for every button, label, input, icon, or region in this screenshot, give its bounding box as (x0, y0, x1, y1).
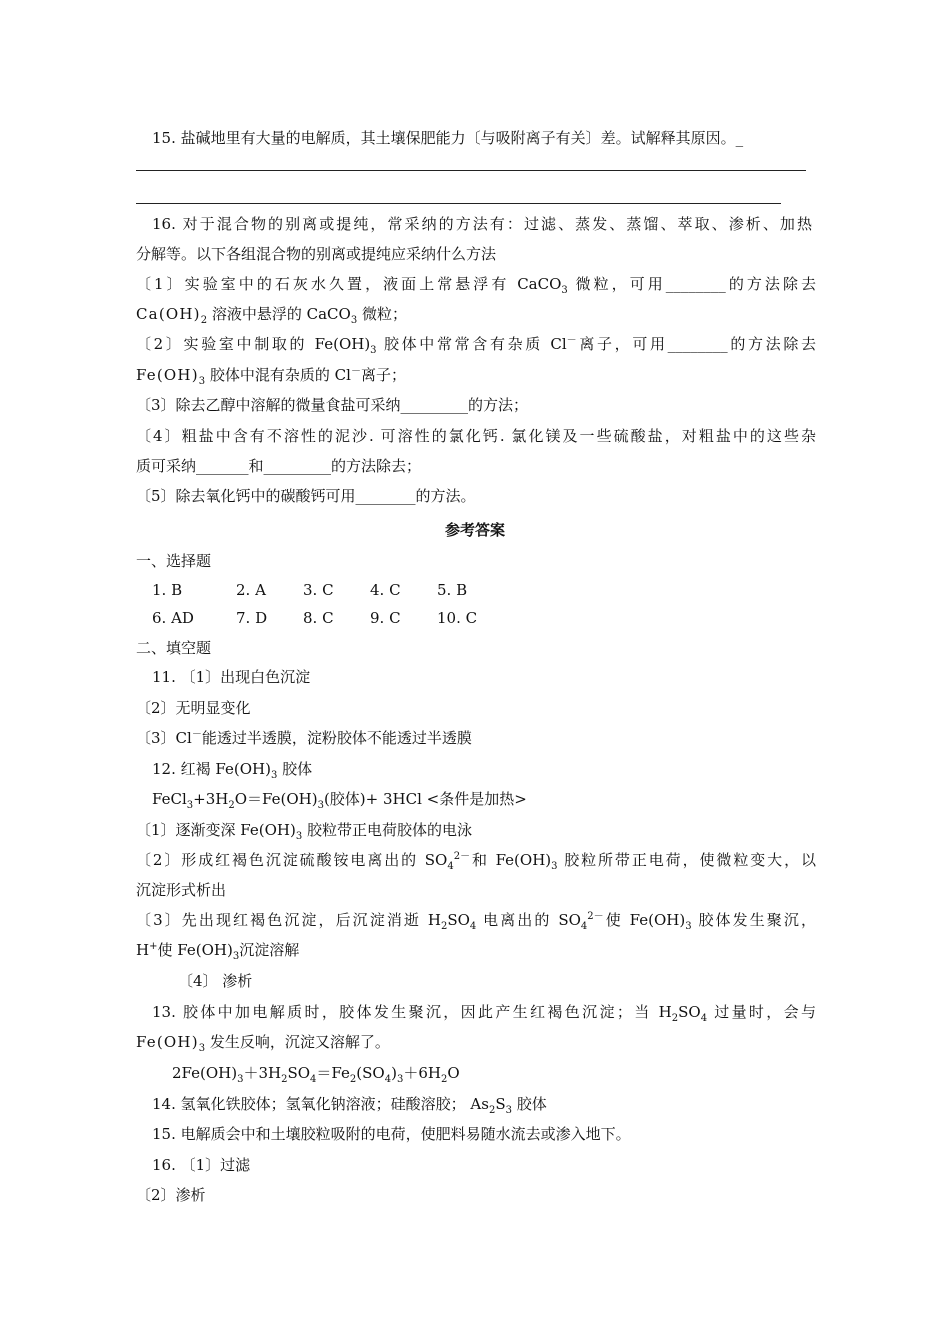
answer-12-2: 〔2〕形成红褐色沉淀硫酸铵电离出的 $SO_4^{2-}$和 $Fe(OH)_3$ 胶粒所带正电荷，使微粒变大，以 (136, 851, 816, 872)
question-15: 15. 盐碱地里有大量的电解质，其土壤保肥能力〔与吸附离子有关〕差。试解释其原因。_ (152, 129, 744, 147)
section-fill-in: 二、填空题 (136, 639, 212, 657)
mc-answer: 5. B (437, 581, 468, 599)
answer-12-3-cont: H+使 $Fe(OH)_3$沉淀溶解 (136, 941, 300, 962)
question-16-part-2: 〔2〕实验室中制取的 $Fe(OH)_3$ 胶体中常常含有杂质 Cl－离子，可用________的方法除去 (136, 335, 816, 356)
mc-answer: 10. C (437, 609, 478, 627)
answer-13-cont: $Fe(OH)_3$ 发生反响，沉淀又溶解了。 (136, 1033, 390, 1054)
question-16-intro-cont: 分解等。以下各组混合物的别离或提纯应采纳什么方法 (136, 245, 497, 263)
question-16-intro: 16. 对于混合物的别离或提纯，常采纳的方法有：过滤、蒸发、蒸馏、萃取、渗析、加热 (152, 215, 812, 233)
answer-13: 13. 胶体中加电解质时，胶体发生聚沉，因此产生红褐色沉淀；当 $H_2SO_4$ 过量时，会与 (152, 1003, 816, 1024)
equation-12: $FeCl_3+3H_2O=Fe(OH)_3$(胶体)+ 3HCl <条件是加热> (152, 790, 527, 811)
mc-answer: 9. C (370, 609, 401, 627)
mc-answer: 4. C (370, 581, 401, 599)
mc-answer: 1. B (152, 581, 183, 599)
mc-answer: 3. C (303, 581, 334, 599)
question-16-part-2-cont: $Fe(OH)_3$ 胶体中混有杂质的 Cl－离子； (136, 366, 406, 387)
answer-14: 14. 氢氧化铁胶体；氢氧化钠溶液；硅酸溶胶； $As_2S_3$ 胶体 (152, 1095, 547, 1116)
mc-answer: 2. A (236, 581, 266, 599)
question-16-part-1-cont: $Ca(OH)_2$ 溶液中悬浮的 CaCO$_3$ 微粒； (136, 305, 407, 326)
answer-16-1: 16. 〔1〕过滤 (152, 1156, 251, 1174)
question-16-part-3: 〔3〕除去乙醇中溶解的微量食盐可采纳_________的方法； (136, 396, 529, 414)
answer-line (136, 203, 781, 204)
answer-12-3: 〔3〕先出现红褐色沉淀，后沉淀消逝 $H_2SO_4$ 电离出的 $SO_4^{2-}$使 $Fe(OH)_3$ 胶体发生聚沉， (136, 911, 816, 932)
mc-answer: 8. C (303, 609, 334, 627)
answer-line (136, 170, 806, 171)
answer-16-2: 〔2〕渗析 (136, 1186, 206, 1204)
mc-answer: 7. D (236, 609, 268, 627)
question-16-part-1: 〔1〕实验室中的石灰水久置，液面上常悬浮有 CaCO$_3$ 微粒，可用________的方法除去 (136, 275, 816, 296)
mc-answer: 6. AD (152, 609, 194, 627)
answer-12-1: 〔1〕逐渐变深 $Fe(OH)_3$ 胶粒带正电荷胶体的电泳 (136, 821, 473, 842)
question-16-part-4: 〔4〕粗盐中含有不溶性的泥沙. 可溶性的氯化钙. 氯化镁及一些硫酸盐，对粗盐中的这些杂 (136, 427, 816, 445)
answer-11-3: 〔3〕Cl－能透过半透膜，淀粉胶体不能透过半透膜 (136, 729, 472, 747)
answers-title: 参考答案 (444, 521, 505, 539)
answer-11-1: 11. 〔1〕出现白色沉淀 (152, 668, 311, 686)
equation-13: $2Fe(OH)_3+3H_2SO_4=Fe_2(SO_4)_3+6H_2O$ (172, 1064, 460, 1085)
section-choice: 一、选择题 (136, 552, 212, 570)
question-16-part-5: 〔5〕除去氧化钙中的碳酸钙可用________的方法。 (136, 487, 476, 505)
answer-12-2-cont: 沉淀形式析出 (136, 881, 227, 899)
question-16-part-4-cont: 质可采纳_______和_________的方法除去； (136, 457, 422, 475)
answer-11-2: 〔2〕无明显变化 (136, 699, 251, 717)
answer-12-4: 〔4〕 渗析 (178, 972, 253, 990)
answer-12: 12. 红褐 $Fe(OH)_3$ 胶体 (152, 760, 313, 781)
answer-15: 15. 电解质会中和土壤胶粒吸附的电荷，使肥料易随水流去或渗入地下。 (152, 1125, 631, 1143)
